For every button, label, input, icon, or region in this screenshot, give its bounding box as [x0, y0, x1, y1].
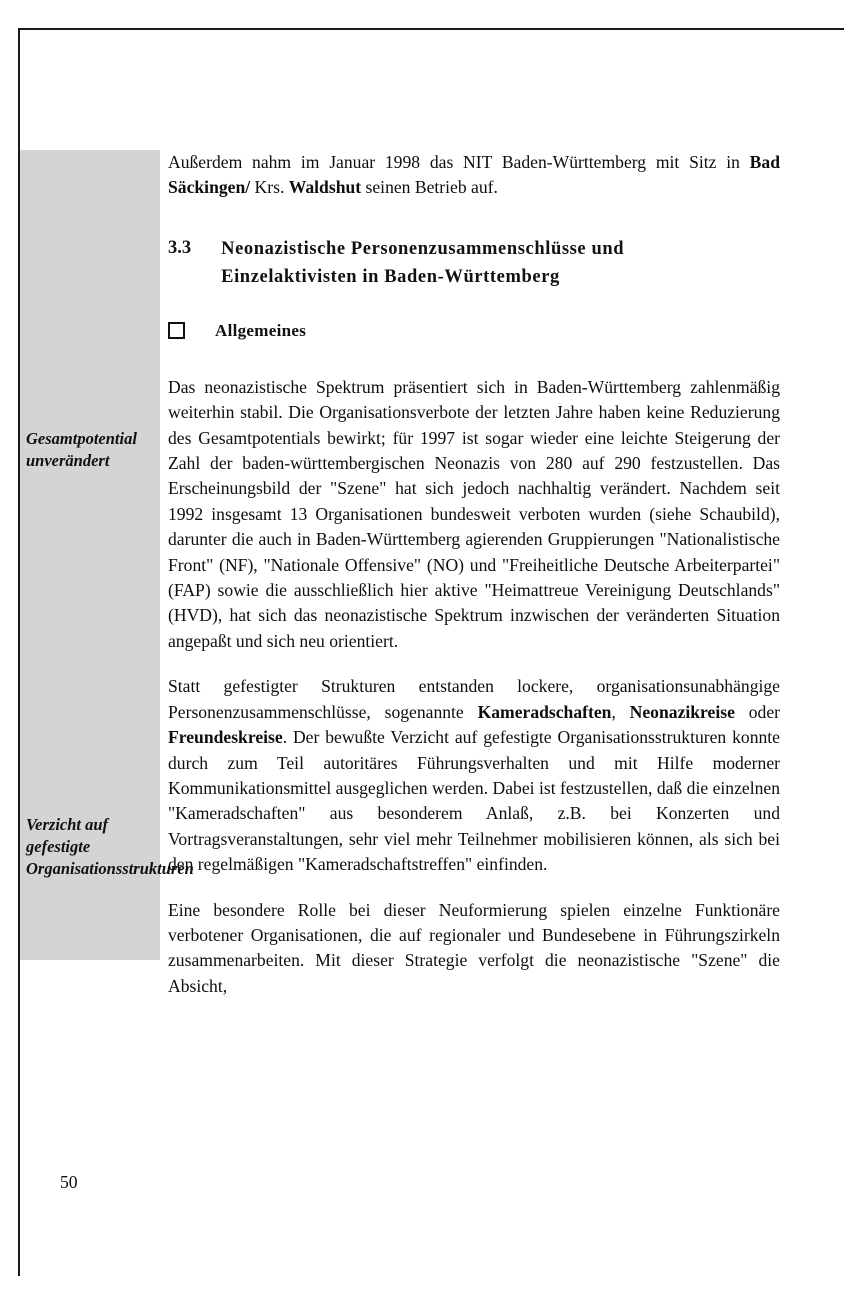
strukturen-text-pre: Statt gefestigter Strukturen entstanden lockere, organisationsunabhängige Personenzusammenschlüsse, sogenannte [168, 676, 780, 722]
strukturen-text-post: . Der bewußte Verzicht auf gefestigte Organisationsstrukturen konnte durch zum Teil autoritäres Führungsverhalten und mit Hilfe moderner Kommunikationsmittel ausgeglichen werden. Dabei ist festzustellen, daß die einzelnen "Kameradschaften" aus besonderem Anlaß, z.B. bei Konzerten und Vortragsveranstaltungen, sehr viel mehr Teilnehmer mobilisieren können, als sich bei den regelmäßigen "Kameradschaftstreffen" einfinden. [168, 727, 780, 875]
subsection-heading [168, 321, 780, 341]
page-bottom-edge [0, 1284, 862, 1294]
section-heading [168, 235, 780, 291]
intro-text-part1: Außerdem nahm im Januar 1998 das NIT Baden-Württemberg mit Sitz in [168, 152, 750, 172]
intro-bold-waldshut: Waldshut [288, 177, 362, 198]
strukturen-bold-freundeskreise: Freundeskreise [168, 727, 283, 748]
margin-note-gesamtpotential: Gesamtpotential unverändert [26, 429, 137, 470]
margin-note-verzicht: Verzicht auf gefestigte Organisationsstrukturen [26, 815, 194, 878]
strukturen-bold-neonazikreise: Neonazikreise [629, 701, 735, 722]
paragraph-intro [168, 150, 780, 201]
paragraph-neuformierung: Eine besondere Rolle bei dieser Neuformierung spielen einzelne Funktionäre verbotener Organisationen, die auf regionaler und Bundesebene in Führungszirkeln zusammenarbeiten. Mit dieser Strategie verfolgt die neonazistische "Szene" die Absicht, [168, 899, 780, 996]
section-title-line2: Einzelaktivisten in Baden-Württemberg [221, 266, 560, 287]
section-number: 3.3 [168, 237, 192, 258]
intro-text-part2: Krs. [250, 177, 289, 198]
paragraph-spektrum: Das neonazistische Spektrum präsentiert sich in Baden-Württemberg zahlenmäßig weiterhin stabil. Die Organisationsverbote der letzten Jahre haben keine Reduzierung des Gesamtpotentials bewirkt; für 1997 ist sogar wieder eine leichte Steigerung der Zahl der baden-württembergischen Neonazis von 280 auf 290 festzustellen. Das Erscheinungsbild der "Szene" hat sich jedoch nachhaltig verändert. Nachdem seit 1992 insgesamt 13 Organisationen bundesweit verboten wurden (siehe Schaubild), darunter die auch in Baden-Württemberg agierenden Gruppierungen "Nationalistische Front" (NF), "Nationale Offensive" (NO) und "Freiheitliche Deutsche Arbeiterpartei" (FAP) sowie die ausschließlich hier aktive "Heimattreue Vereinigung Deutschlands" (HVD), hat sich das neonazistische Spektrum inzwischen der veränderten Situation angepaßt und sich neu orientiert. [168, 376, 780, 651]
strukturen-text-mid2: oder [734, 701, 780, 722]
paragraph-strukturen [168, 674, 780, 877]
intro-bold-bad-saeckingen: Bad Säckingen/ [168, 152, 780, 198]
square-bullet-icon [168, 322, 185, 339]
section-title-line1: Neonazistische Personenzusammenschlüsse und [221, 238, 625, 259]
page-number: 50 [60, 1172, 78, 1192]
strukturen-bold-kameradschaften: Kameradschaften [477, 701, 612, 722]
subsection-label: Allgemeines [215, 320, 307, 340]
section-title [221, 235, 780, 291]
main-text-column [168, 150, 780, 1019]
intro-text-part3: seinen Betrieb auf. [361, 177, 498, 198]
strukturen-text-mid1: , [611, 701, 630, 722]
page-border-top [18, 28, 844, 30]
